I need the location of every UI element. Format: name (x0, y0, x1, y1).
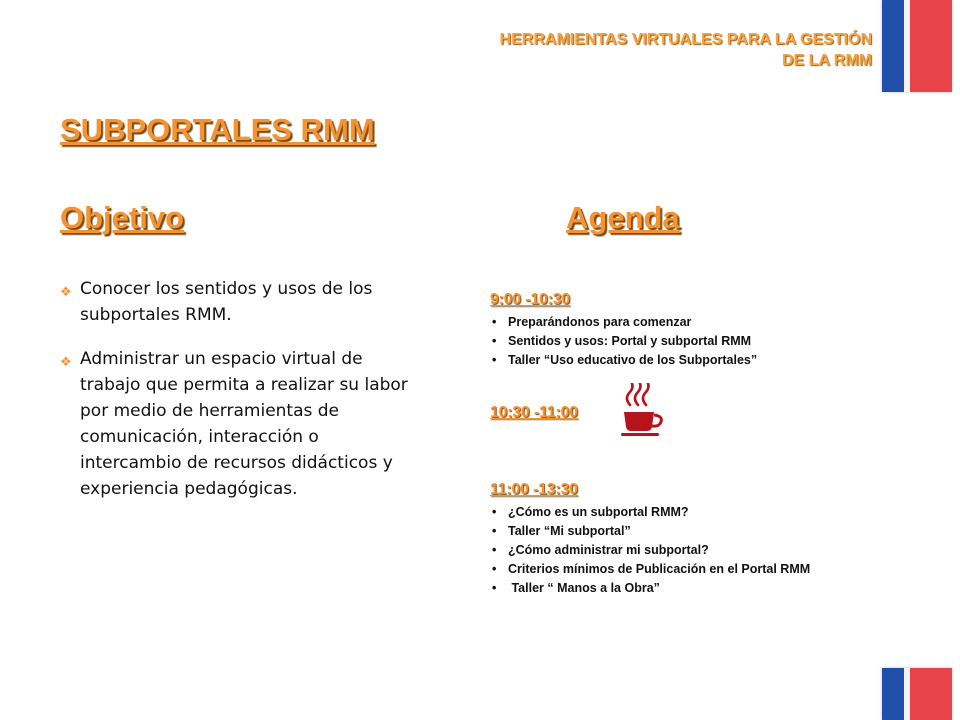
agenda-block-3 (490, 481, 910, 598)
agenda-item: • Taller “Uso educativo de los Subportales” (492, 353, 758, 367)
agenda-block-1 (490, 291, 910, 370)
agenda-item: • Criterios mínimos de Publicación en el Portal RMM (492, 562, 811, 576)
page-title: SUBPORTALES RMM (60, 112, 375, 147)
agenda-item: • ¿Cómo administrar mi subportal? (492, 543, 709, 557)
header-title (312, 29, 872, 71)
chile-flag-top (882, 0, 952, 92)
agenda-item: • Taller “ Manos a la Obra” (492, 581, 660, 595)
agenda-item: • Preparándonos para comenzar (492, 315, 692, 329)
header-title-line2: DE LA RMM (781, 52, 872, 69)
agenda-time: 11:00 -13:30 (490, 481, 578, 498)
diamond-bullet-icon: ❖ (60, 285, 72, 300)
diamond-bullet-icon: ❖ (60, 355, 72, 370)
agenda-heading: Agenda (566, 200, 680, 235)
objetivo-item-text: Conocer los sentidos y usos de los subportales RMM. (80, 279, 373, 325)
agenda-item-list (490, 503, 910, 598)
header-title-line1: HERRAMIENTAS VIRTUALES PARA LA GESTIÓN (499, 31, 872, 48)
agenda-item: • Sentidos y usos: Portal y subportal RMM (492, 334, 752, 348)
agenda-item-list (490, 313, 910, 370)
agenda-block-2 (490, 404, 910, 422)
agenda-item: • ¿Cómo es un subportal RMM? (492, 505, 689, 519)
objetivo-item (60, 276, 420, 328)
agenda-time: 10:30 -11:00 (490, 404, 578, 421)
objetivo-heading: Objetivo (60, 200, 185, 235)
agenda-time: 9:00 -10:30 (490, 291, 571, 308)
agenda-item: • Taller “Mi subportal” (492, 524, 631, 538)
coffee-cup-icon (620, 383, 668, 437)
objetivo-list (60, 276, 420, 520)
objetivo-item (60, 346, 420, 502)
chile-flag-bottom (882, 668, 952, 720)
objetivo-item-text: Administrar un espacio virtual de trabajo que permita a realizar su labor por medio de herramientas de comunicación, interacción o intercambio de recursos didácticos y experiencia pedagógicas. (80, 349, 408, 499)
